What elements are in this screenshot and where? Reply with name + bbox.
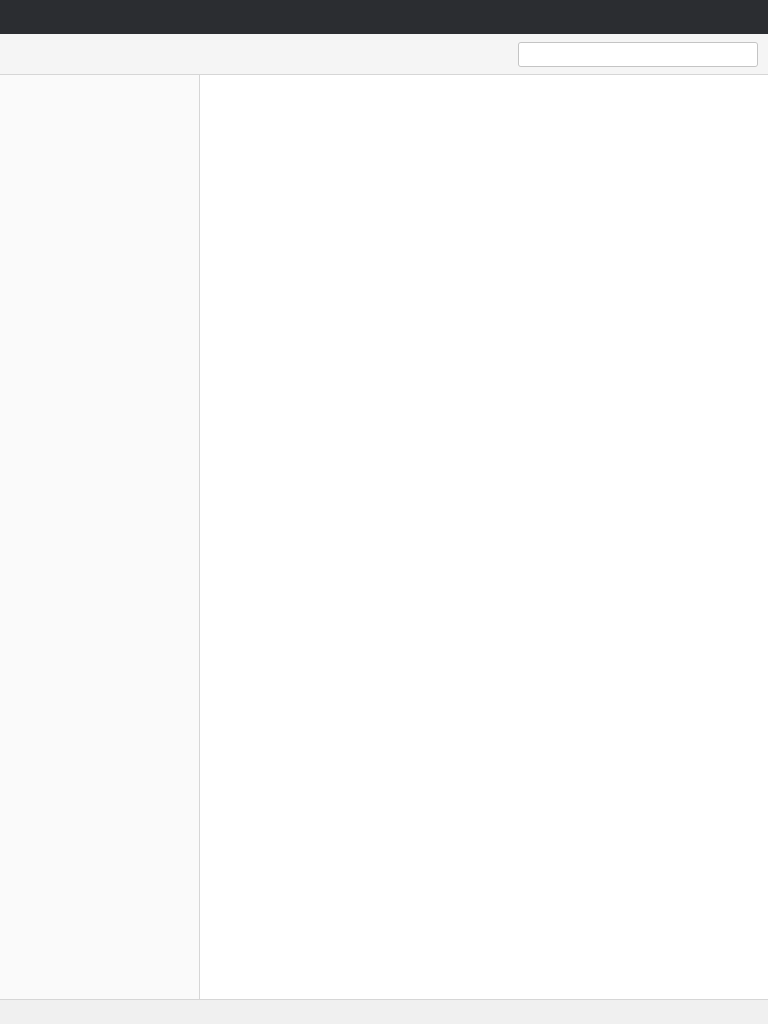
content-area xyxy=(0,75,768,999)
toolbar xyxy=(0,34,768,75)
sidebar xyxy=(0,75,200,999)
status-bar xyxy=(0,999,768,1024)
main-panel xyxy=(200,75,768,999)
title-bar xyxy=(0,0,768,34)
search-input[interactable] xyxy=(518,42,758,67)
